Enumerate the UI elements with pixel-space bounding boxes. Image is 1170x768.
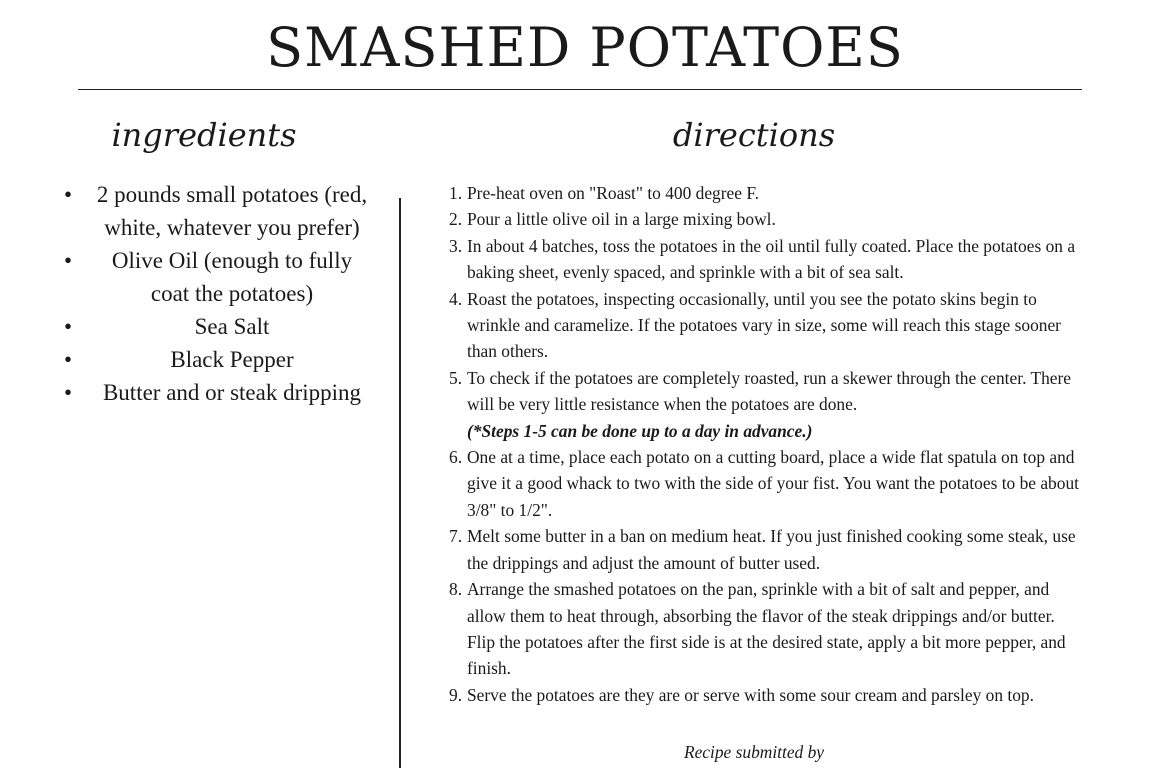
step-number: 2. (449, 209, 463, 230)
step-number: 8. (449, 579, 463, 600)
ingredient-item (60, 244, 370, 310)
step-text: Arrange the smashed potatoes on the pan, sprinkle with a bit of salt and pepper, and allow them to heat through, absorbing the flavor of the steak drippings and/or butter. Flip the potatoes after the first side is at the desired state, apply a bit more pepper, and finish. (467, 579, 1066, 679)
direction-step (446, 682, 1086, 708)
column-divider (399, 198, 401, 768)
title-divider (78, 89, 1082, 90)
step-text: Serve the potatoes are they are or serve with some sour cream and parsley on top. (467, 684, 1034, 705)
bullet-icon: • (64, 314, 73, 339)
step-number: 3. (449, 235, 463, 256)
page-title: SMASHED POTATOES (266, 16, 904, 79)
step-text: Pour a little olive oil in a large mixing bowl. (467, 209, 776, 230)
direction-step (446, 365, 1086, 444)
step-text: Melt some butter in a ban on medium heat. If you just finished cooking some steak, use the drippings and adjust the amount of butter used. (467, 526, 1076, 573)
ingredient-item (60, 343, 370, 376)
direction-step (446, 286, 1086, 365)
step-text: To check if the potatoes are completely roasted, run a skewer through the center. There will be very little resistance when the potatoes are done. (467, 367, 1071, 415)
ingredient-text: Black Pepper (170, 347, 294, 372)
ingredient-item (60, 178, 370, 244)
direction-step (446, 523, 1086, 576)
ingredient-item (60, 376, 370, 409)
step-number: 4. (449, 288, 463, 309)
step-number: 1. (449, 183, 463, 203)
step-text: Pre-heat oven on "Roast" to 400 degree F. (467, 183, 759, 203)
step-number: 9. (449, 684, 463, 705)
direction-step (446, 206, 1086, 232)
step-number: 5. (449, 367, 463, 388)
ingredient-text: Olive Oil (enough to fully coat the potatoes) (111, 248, 353, 306)
ingredient-text: Sea Salt (194, 314, 270, 339)
step-text: In about 4 batches, toss the potatoes in the oil until fully coated. Place the potatoes on a baking sheet, evenly spaced, and sprinkle with a bit of sea salt. (467, 235, 1076, 283)
ingredient-text: 2 pounds small potatoes (red, white, whatever you prefer) (96, 182, 368, 240)
step-text: One at a time, place each potato on a cutting board, place a wide flat spatula on top and give it a good whack to two with the side of your fist. You want the potatoes to be about 3/8" to 1/2". (467, 447, 1079, 520)
ingredients-heading: ingredients (111, 116, 297, 154)
direction-step (446, 233, 1086, 286)
step-number: 6. (449, 447, 463, 468)
bullet-icon: • (64, 248, 73, 273)
direction-step (446, 576, 1086, 682)
directions-list (446, 180, 1086, 708)
bullet-icon: • (64, 380, 73, 405)
direction-step (446, 444, 1086, 523)
advance-note: (*Steps 1-5 can be done up to a day in advance.) (467, 420, 813, 441)
bullet-icon: • (64, 347, 73, 372)
recipe-credit: Recipe submitted by (683, 742, 825, 762)
direction-step (446, 180, 1086, 206)
step-number: 7. (449, 526, 463, 547)
step-text: Roast the potatoes, inspecting occasionally, until you see the potato skins begin to wrinkle and caramelize. If the potatoes vary in size, some will reach this stage sooner than others. (467, 288, 1061, 362)
ingredient-text: Butter and or steak dripping (102, 380, 362, 405)
directions-heading: directions (672, 116, 836, 154)
bullet-icon: • (64, 182, 73, 207)
ingredients-list (60, 178, 370, 409)
ingredient-item (60, 310, 370, 343)
